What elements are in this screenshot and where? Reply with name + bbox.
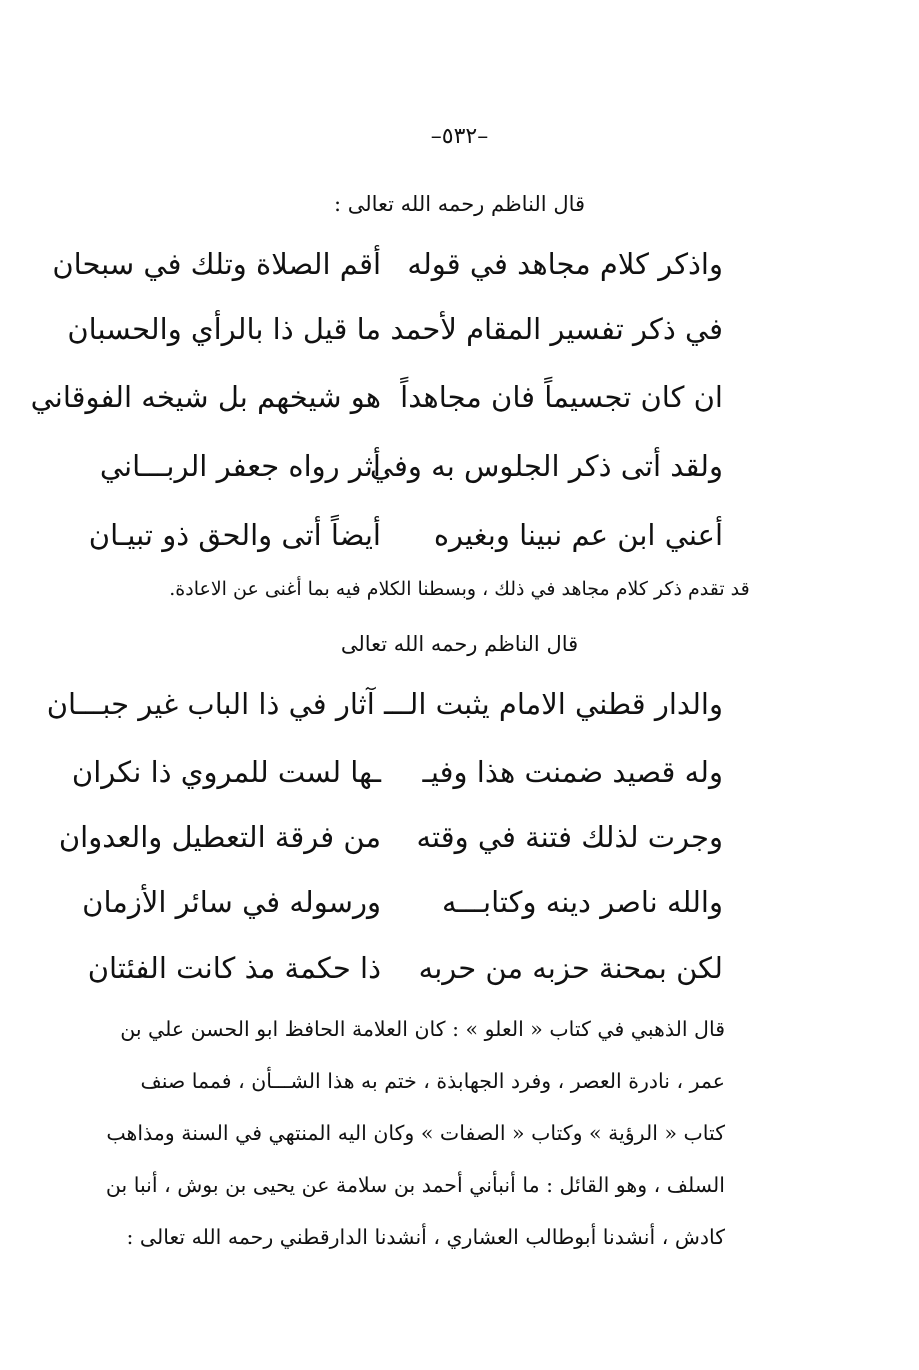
verse [0, 948, 919, 1008]
verse-second-hemistich: من فرقة التعطيل والعدوان [58, 820, 381, 854]
verse [0, 684, 919, 744]
verse-second-hemistich: ذا حكمة مذ كانت الفئتان [87, 951, 381, 985]
verse [0, 817, 919, 877]
section-heading-2: قال الناظم رحمه الله تعالى [340, 632, 579, 656]
verse [0, 309, 919, 369]
prose-line: قال الذهبي في كتاب « العلو » : كان العلامة الحافظ ابو الحسن علي بن [120, 1017, 725, 1041]
verse [0, 882, 919, 942]
verse-first-hemistich: وله قصيد ضمنت هذا وفيـ [422, 755, 723, 789]
prose-paragraph [105, 1003, 725, 1263]
verse-second-hemistich: أقم الصلاة وتلك في سبحان [52, 247, 381, 281]
verse-first-hemistich: ان كان تجسيماً فان مجاهداً [400, 380, 723, 414]
verse-second-hemistich: أثر رواه جعفر الربـــاني [99, 449, 381, 483]
verse [0, 244, 919, 304]
verse-second-hemistich: أيضاً أتى والحق ذو تبيـان [88, 518, 381, 552]
commentary-note: قد تقدم ذكر كلام مجاهد في ذلك ، وبسطنا الكلام فيه بما أغنى عن الاعادة. [169, 578, 750, 600]
verse-first-hemistich: أعني ابن عم نبينا وبغيره [433, 518, 723, 552]
verse [0, 446, 919, 506]
verse [0, 515, 919, 575]
verse-first-hemistich: وجرت لذلك فتنة في وقته [416, 820, 723, 854]
verse-second-hemistich: ـها لست للمروي ذا نكران [71, 755, 381, 789]
verse-full-line: والدار قطني الامام يثبت الـــ آثار في ذا الباب غير جبـــان [46, 687, 723, 721]
verse-first-hemistich: والله ناصر دينه وكتابـــه [441, 885, 723, 919]
prose-line: كادش ، أنشدنا أبوطالب العشاري ، أنشدنا الدارقطني رحمه الله تعالى : [126, 1225, 725, 1249]
page-number: –٥٣٢– [430, 124, 489, 149]
verse-second-hemistich: هو شيخهم بل شيخه الفوقاني [30, 380, 381, 414]
section-heading-1: قال الناظم رحمه الله تعالى : [333, 192, 586, 216]
prose-line: كتاب « الرؤية » وكتاب « الصفات » وكان اليه المنتهي في السنة ومذاهب [106, 1121, 725, 1145]
verse-second-hemistich: ورسوله في سائر الأزمان [82, 885, 381, 919]
verse [0, 752, 919, 812]
verse-first-hemistich: ولقد أتى ذكر الجلوس به وفي [369, 449, 723, 483]
verse-first-hemistich: لكن بمحنة حزبه من حربه [418, 951, 723, 985]
verse-first-hemistich: واذكر كلام مجاهد في قوله [407, 247, 723, 281]
prose-line: عمر ، نادرة العصر ، وفرد الجهابذة ، ختم به هذا الشـــأن ، فمما صنف [140, 1069, 725, 1093]
verse-first-hemistich: في ذكر تفسير المقام لأحمد [390, 312, 723, 346]
prose-line: السلف ، وهو القائل : ما أنبأني أحمد بن سلامة عن يحيى بن بوش ، أنبا بن [105, 1173, 725, 1197]
verse [0, 377, 919, 437]
verse-second-hemistich: ما قيل ذا بالرأي والحسبان [67, 312, 381, 346]
